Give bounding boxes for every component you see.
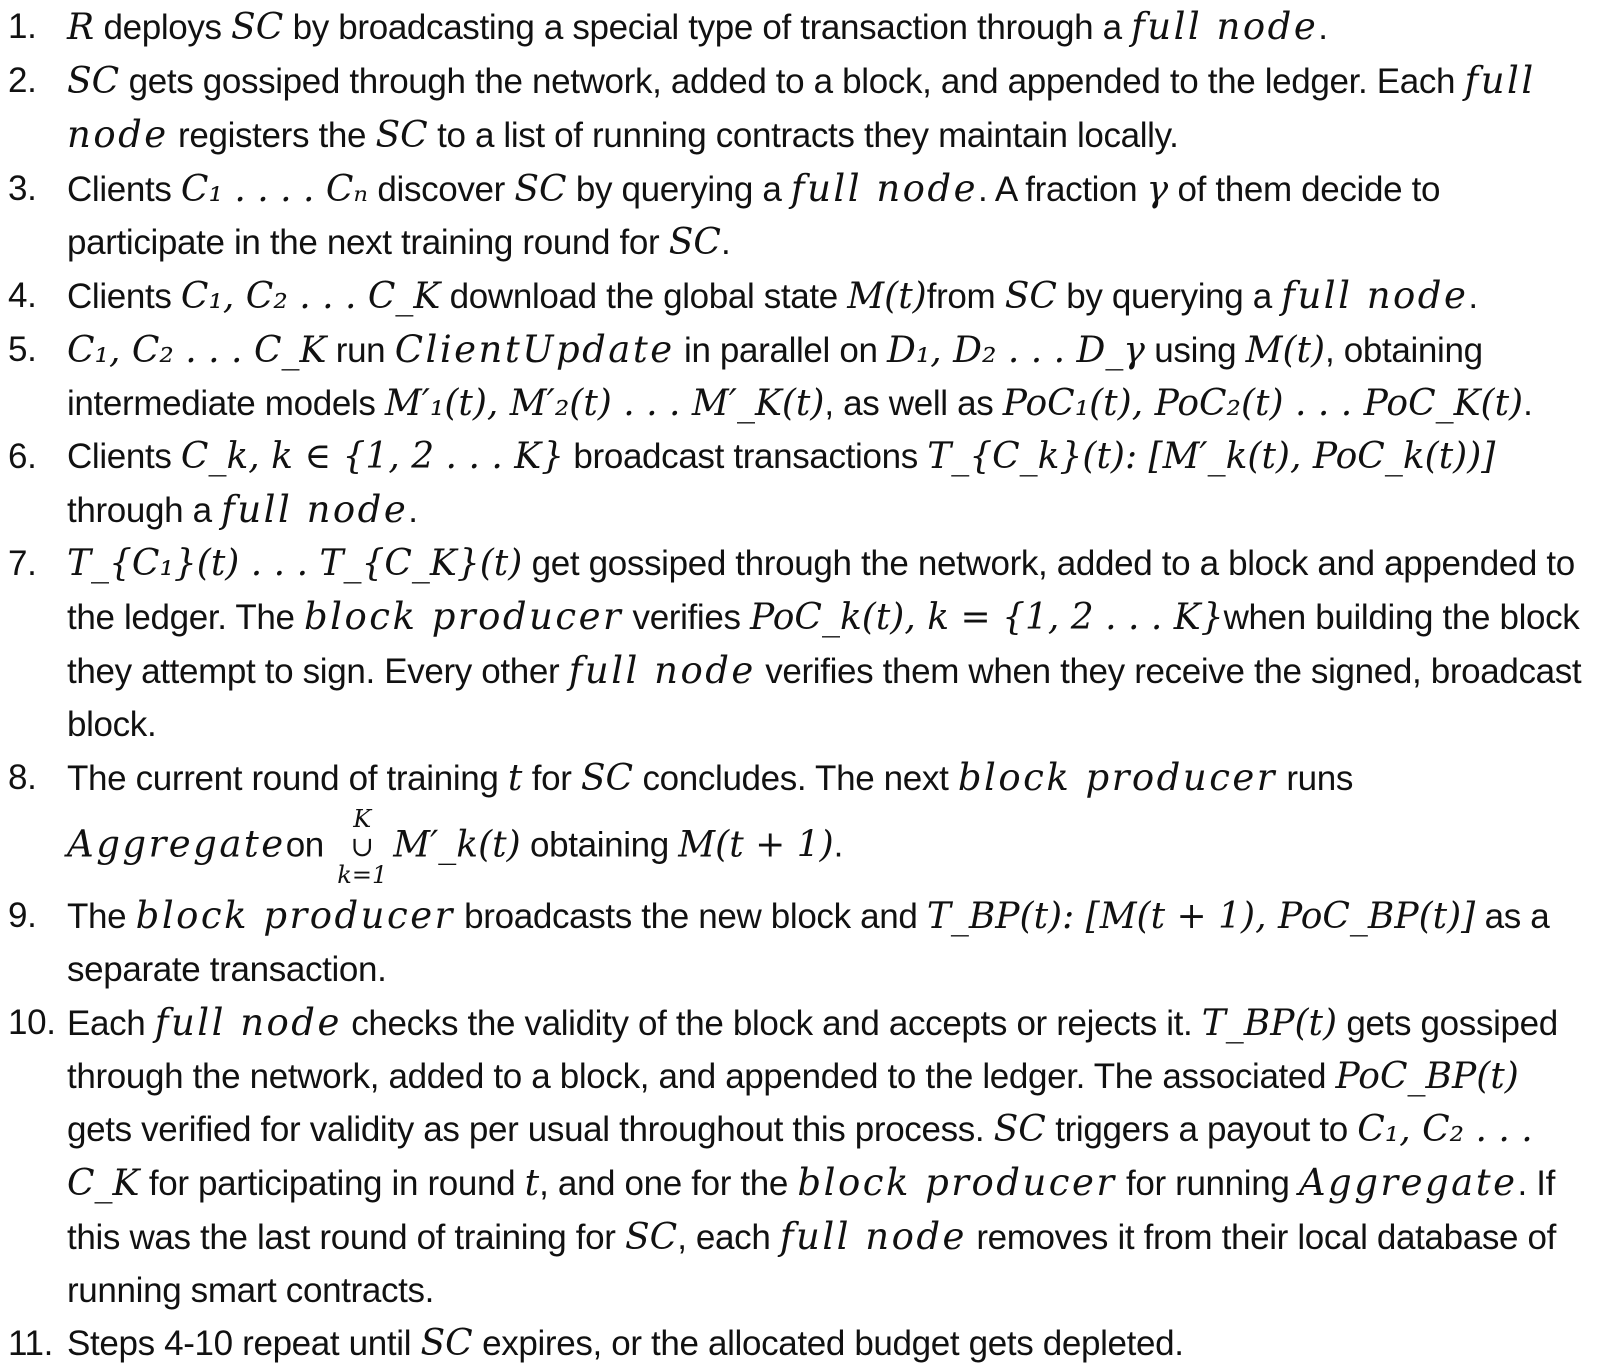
math-expression: M(t): [1245, 330, 1326, 371]
union-upper-limit: K: [353, 805, 372, 833]
step-text: for participating in round: [139, 1164, 525, 1203]
step-text: download the global state: [440, 277, 848, 316]
step-text: , obtaining intermediate models: [67, 331, 1483, 423]
math-expression: PoC_k(t), k = {1, 2 . . . K}: [749, 597, 1224, 638]
step-text: discover: [368, 170, 515, 209]
step-item: [8, 0, 1592, 54]
math-term: Aggregate: [1298, 1161, 1518, 1204]
math-expression: C₁, C₂ . . . C_K: [67, 330, 327, 371]
math-term: ClientUpdate: [394, 328, 675, 371]
step-text: .: [833, 825, 844, 865]
step-text: by querying a: [1056, 277, 1282, 316]
math-expression: D₁, D₂ . . . D_γ: [886, 330, 1145, 371]
union-symbol: ∪: [350, 830, 374, 863]
step-text: Clients: [67, 170, 181, 209]
step-text: , each: [677, 1218, 780, 1257]
math-expression: t: [507, 758, 523, 799]
step-text: by broadcasting a special type of transaction through a: [283, 8, 1132, 47]
math-expression: T_{C_k}(t): [M′_k(t), PoC_k(t))]: [927, 436, 1496, 477]
step-text: .: [720, 223, 731, 262]
step-text: concludes. The next: [633, 759, 958, 798]
math-expression: M(t + 1): [678, 824, 834, 866]
math-expression: T_{C₁}(t) . . . T_{C_K}(t): [67, 543, 523, 584]
math-expression: γ: [1146, 169, 1169, 210]
math-expression: SC: [1004, 276, 1057, 317]
step-item: [8, 162, 1592, 269]
math-term: block producer: [797, 1161, 1117, 1204]
step-number: 11.: [8, 1324, 54, 1363]
math-expression: SC: [580, 758, 634, 799]
math-expression: C_k, k ∈ {1, 2 . . . K}: [180, 436, 565, 477]
step-number: 8.: [8, 758, 37, 797]
math-term: full node: [1131, 5, 1319, 48]
step-text: Each: [67, 1004, 155, 1043]
math-expression: T_BP(t): [1201, 1003, 1338, 1044]
step-number: 2.: [8, 61, 37, 100]
math-term: block producer: [957, 756, 1277, 799]
step-number: 9.: [8, 896, 37, 935]
step-text: to a list of running contracts they maintain locally.: [427, 116, 1179, 155]
math-expression: M(t): [847, 276, 927, 317]
math-term: block producer: [135, 894, 455, 937]
step-item: [8, 269, 1592, 323]
step-text: from: [926, 277, 1005, 316]
step-text: run: [326, 331, 395, 370]
step-text: The current round of training: [67, 759, 508, 798]
math-expression: SC: [993, 1109, 1046, 1150]
step-item: [8, 996, 1592, 1317]
math-expression: PoC_BP(t): [1335, 1056, 1519, 1097]
step-number: 1.: [8, 7, 37, 46]
step-text: of them decide to participate in the next training round for: [67, 170, 1441, 262]
math-term: full node: [1281, 274, 1469, 317]
math-term: full node: [67, 59, 1536, 156]
protocol-steps-list: [8, 0, 1592, 1370]
step-item: [8, 751, 1592, 889]
step-text: .: [408, 491, 418, 530]
math-expression: SC: [420, 1323, 473, 1364]
step-text: .: [1318, 8, 1328, 47]
step-text: gets verified for validity as per usual throughout this process.: [67, 1110, 994, 1149]
step-number: 3.: [8, 169, 37, 208]
step-item: [8, 889, 1592, 996]
math-term: full node: [221, 488, 409, 531]
step-text: The: [67, 897, 136, 936]
step-text: registers the: [168, 116, 376, 155]
step-text: verifies them when they receive the signed, broadcast block.: [67, 652, 1582, 744]
step-item: [8, 1317, 1592, 1370]
step-text: gets gossiped through the network, added to a block, and appended to the ledger. Each: [119, 62, 1465, 101]
step-text: obtaining: [520, 825, 679, 865]
step-text: in parallel on: [674, 331, 887, 370]
step-text: when building the block they attempt to sign. Every other: [67, 598, 1580, 691]
math-expression: t: [524, 1163, 540, 1204]
math-expression: SC: [375, 115, 428, 156]
math-expression: C₁ . . . . Cₙ: [180, 169, 369, 210]
math-expression: SC: [624, 1217, 678, 1258]
step-number: 10.: [8, 1003, 56, 1042]
step-text: removes it from their local database of running smart contracts.: [67, 1218, 1557, 1310]
math-expression: M′_k(t): [393, 824, 521, 866]
math-expression: M′₁(t), M′₂(t) . . . M′_K(t): [384, 383, 825, 424]
math-expression: SC: [231, 7, 284, 48]
step-text: verifies: [623, 598, 750, 637]
step-text: . If this was the last round of training for: [67, 1164, 1556, 1257]
step-item: [8, 537, 1592, 751]
math-expression: SC: [67, 61, 120, 102]
step-text: by querying a: [566, 170, 791, 209]
step-text: deploys: [94, 8, 232, 47]
math-expression: SC: [514, 169, 567, 210]
step-text: Clients: [67, 437, 181, 476]
step-text: .: [1468, 277, 1478, 316]
step-text: triggers a payout to: [1045, 1110, 1358, 1149]
union-operator: [337, 805, 387, 889]
step-text: , as well as: [824, 384, 1003, 423]
step-text: on: [285, 825, 334, 865]
step-text: broadcast transactions: [564, 437, 928, 476]
union-lower-limit: k=1: [337, 861, 388, 889]
step-text: .: [1523, 384, 1533, 423]
step-item: [8, 54, 1592, 162]
step-text: , and one for the: [539, 1164, 798, 1203]
step-text: expires, or the allocated budget gets depleted.: [472, 1324, 1184, 1363]
step-number: 5.: [8, 330, 37, 369]
math-expression: SC: [668, 222, 721, 263]
step-text: for running: [1116, 1164, 1299, 1203]
math-term: full node: [154, 1001, 342, 1044]
step-text: Clients: [67, 277, 181, 316]
step-item: [8, 430, 1592, 537]
step-text: for: [522, 759, 581, 798]
math-expression: R: [67, 7, 95, 48]
math-expression: C₁, C₂ . . . C_K: [67, 1109, 1533, 1204]
step-text: as a separate transaction.: [67, 897, 1550, 989]
math-term: full node: [779, 1215, 967, 1258]
step-text: gets gossiped through the network, added to a block, and appended to the ledger. The associated: [67, 1004, 1558, 1096]
math-term: Aggregate: [67, 822, 286, 866]
step-number: 7.: [8, 544, 37, 583]
step-number: 6.: [8, 437, 37, 476]
step-text: broadcasts the new block and: [454, 897, 927, 936]
step-text: using: [1144, 331, 1246, 370]
math-term: full node: [568, 649, 756, 692]
step-number: 4.: [8, 276, 37, 315]
step-text: Steps 4-10 repeat until: [67, 1324, 421, 1363]
math-term: full node: [790, 167, 979, 210]
math-expression: T_BP(t): [M(t + 1), PoC_BP(t)]: [926, 896, 1476, 937]
step-text: . A fraction: [978, 170, 1147, 209]
step-text: through a: [67, 491, 222, 530]
step-text: checks the validity of the block and accepts or rejects it.: [341, 1004, 1202, 1043]
math-term: block producer: [304, 595, 624, 638]
math-expression: C₁, C₂ . . . C_K: [180, 276, 441, 317]
step-item: [8, 323, 1592, 430]
step-text: get gossiped through the network, added to a block and appended to the ledger. The: [67, 544, 1575, 637]
math-expression: PoC₁(t), PoC₂(t) . . . PoC_K(t): [1002, 383, 1524, 424]
step-text: runs: [1277, 759, 1354, 798]
